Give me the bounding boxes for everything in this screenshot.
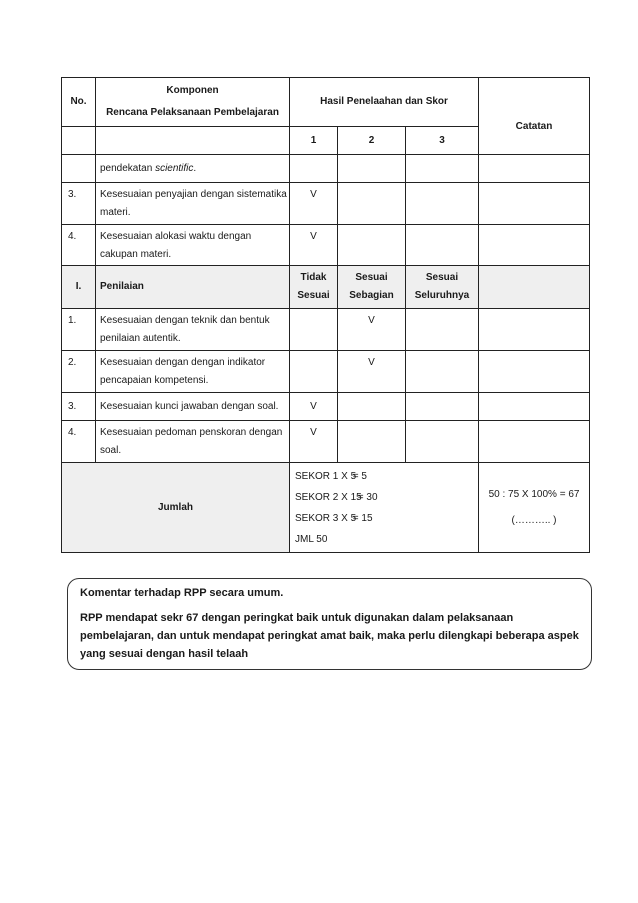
header-no: No. xyxy=(62,78,96,127)
comment-title: Komentar terhadap RPP secara umum. xyxy=(80,587,284,599)
score-header-2: 2 xyxy=(338,127,406,155)
row-text: Kesesuaian penyajian dengan sistematika materi. xyxy=(96,183,290,225)
section-row xyxy=(62,266,590,309)
jumlah-scores xyxy=(290,463,479,553)
table-row: 1. Kesesuaian dengan teknik dan bentuk penilaian autentik. V xyxy=(62,309,590,351)
table-row xyxy=(62,155,590,183)
score-line: JML 50 xyxy=(295,533,328,545)
comment-body: RPP mendapat sekr 67 dengan peringkat baik untuk digunakan dalam pelaksanaan pembelajaran, dan untuk mendapat peringkat amat baik, maka perlu dilengkapi beberapa aspek yang sesuai dengan hasil telaah xyxy=(80,612,579,660)
header-komponen-line2: Rencana Pelaksanaan Pembelajaran xyxy=(106,107,279,118)
section-no: I. xyxy=(62,266,96,309)
jumlah-row xyxy=(62,463,590,553)
score-line: SEKOR 1 X 5 = 5 xyxy=(295,470,367,482)
score-header-3: 3 xyxy=(406,127,479,155)
table-row: 4. Kesesuaian alokasi waktu dengan cakupan materi. V xyxy=(62,225,590,266)
table-row: 4. Kesesuaian pedoman penskoran dengan soal. V xyxy=(62,421,590,463)
section-title: Penilaian xyxy=(96,266,290,309)
row-text: Kesesuaian pedoman penskoran dengan soal. xyxy=(96,421,290,463)
jumlah-calc: 50 : 75 X 100% = 67 (……….. ) xyxy=(479,463,590,553)
comment-box xyxy=(67,578,592,670)
row-text: pendekatan scientific. xyxy=(96,155,290,183)
score-header-1: 1 xyxy=(290,127,338,155)
section-col-sesuai-sebagian: Sesuai Sebagian xyxy=(338,266,406,309)
header-catatan xyxy=(479,78,590,155)
row-text: Kesesuaian dengan dengan indikator pencapaian kompetensi. xyxy=(96,351,290,393)
score-line: SEKOR 2 X 15 = 30 xyxy=(295,491,378,503)
header-komponen-line1: Komponen xyxy=(166,85,219,96)
header-catatan-label: Catatan xyxy=(515,121,553,132)
header-komponen xyxy=(96,78,290,127)
table-row: 2. Kesesuaian dengan dengan indikator pencapaian kompetensi. V xyxy=(62,351,590,393)
header-hasil: Hasil Penelaahan dan Skor xyxy=(290,78,479,127)
score-line: SEKOR 3 X 5 = 15 xyxy=(295,512,373,524)
table-row: 3. Kesesuaian kunci jawaban dengan soal. V xyxy=(62,393,590,421)
table-row: 3. Kesesuaian penyajian dengan sistematika materi. V xyxy=(62,183,590,225)
jumlah-label: Jumlah xyxy=(62,463,290,553)
header-row xyxy=(62,78,590,127)
review-table xyxy=(61,77,590,553)
section-col-sesuai-seluruhnya: Sesuai Seluruhnya xyxy=(406,266,479,309)
section-col-tidak-sesuai: Tidak Sesuai xyxy=(290,266,338,309)
row-text: Kesesuaian dengan teknik dan bentuk penilaian autentik. xyxy=(96,309,290,351)
row-text: Kesesuaian kunci jawaban dengan soal. xyxy=(96,393,290,421)
row-text: Kesesuaian alokasi waktu dengan cakupan materi. xyxy=(96,225,290,266)
